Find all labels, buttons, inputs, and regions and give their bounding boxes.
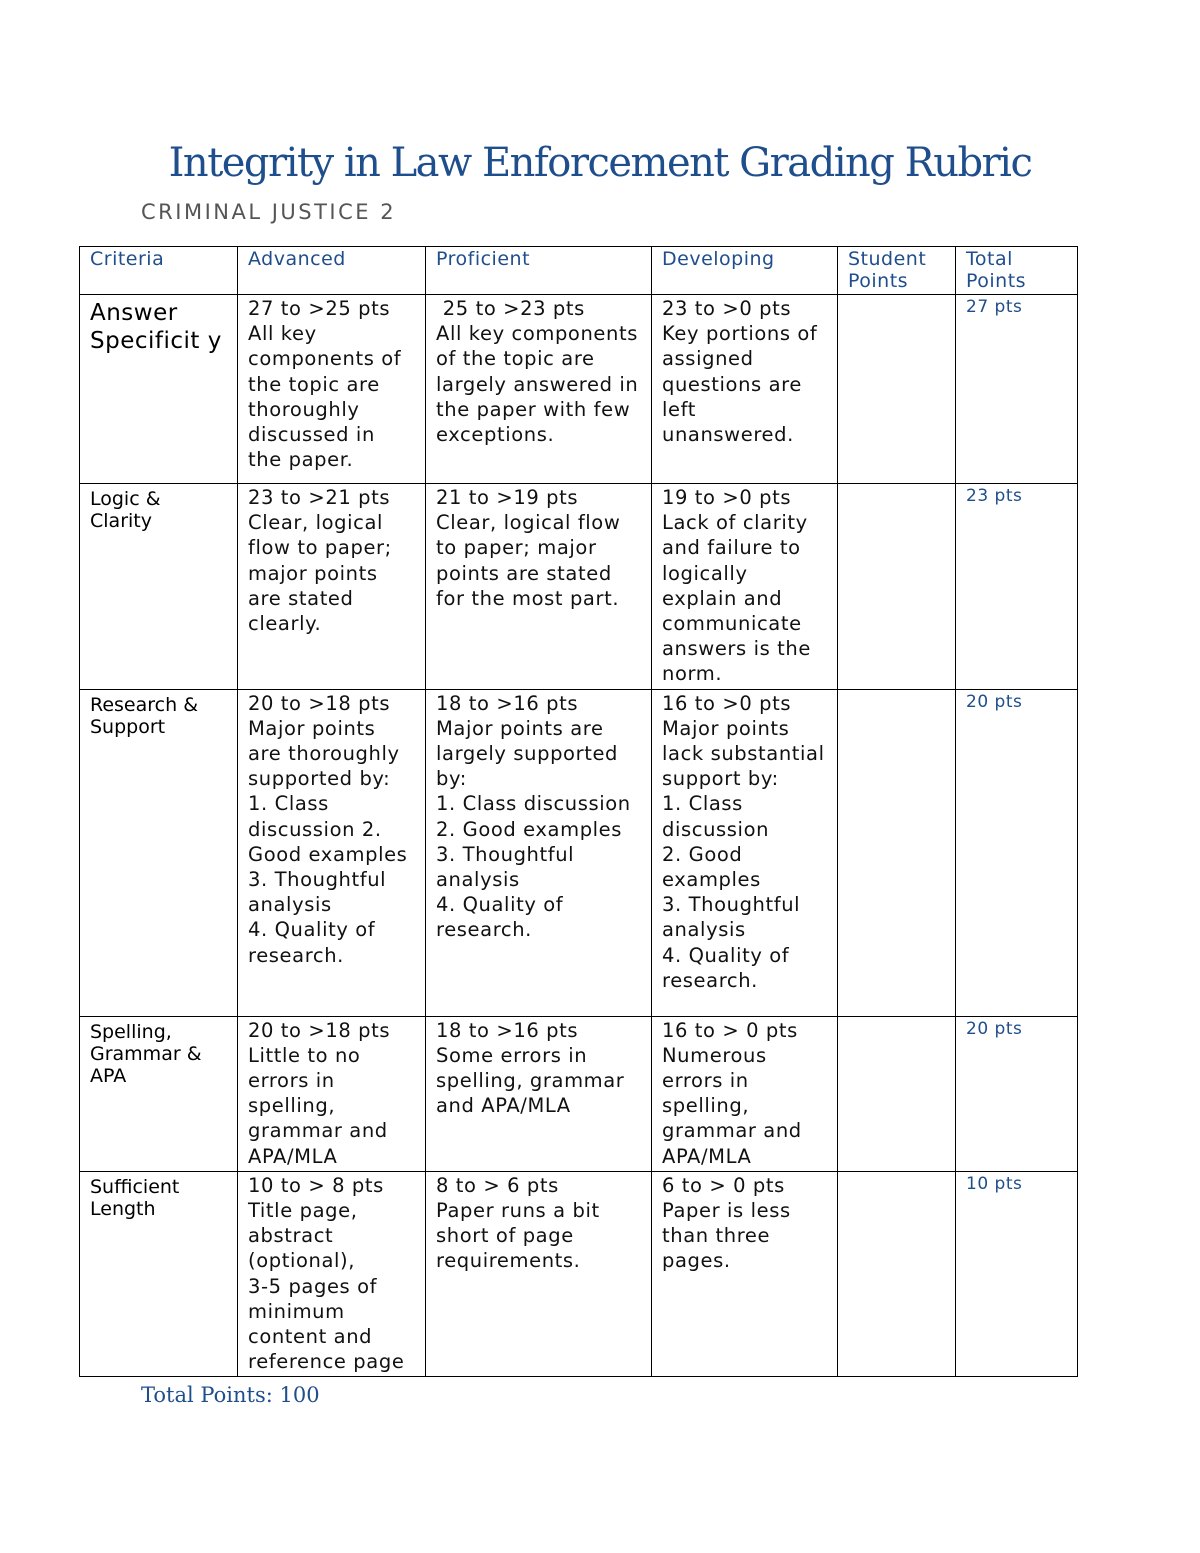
level-description: Lack of clarity and failure to logically explain and communicate answers is the norm. xyxy=(662,511,811,686)
level-description: Paper is less than three pages. xyxy=(662,1199,791,1273)
proficient-cell xyxy=(426,484,652,690)
points-range: 20 to >18 pts xyxy=(248,1018,391,1042)
table-row xyxy=(80,689,1078,1016)
total-points-cell: 20 pts xyxy=(956,1016,1078,1171)
level-description: Major points are largely supported by: 1. Class discussion 2. Good examples 3. Thoughtful analysis 4. Quality of research. xyxy=(436,716,631,942)
header-total-points: Total Points xyxy=(956,247,1078,295)
level-description: Paper runs a bit short of page requirements. xyxy=(436,1199,600,1273)
developing-cell xyxy=(652,484,838,690)
student-points-cell[interactable] xyxy=(838,1171,956,1377)
level-description: Clear, logical flow to paper; major points are stated for the most part. xyxy=(436,511,621,610)
points-range: 27 to >25 pts xyxy=(248,297,391,320)
document-title: Integrity in Law Enforcement Grading Rubric xyxy=(168,140,1032,186)
header-student-points: Student Points xyxy=(838,247,956,295)
criteria-cell: Research & Support xyxy=(80,689,238,1016)
level-description: Major points are thoroughly supported by: 1. Class discussion 2. Good examples 3. Thoughtful analysis 4. Quality of research. xyxy=(248,716,408,967)
level-description: All key components of the topic are thoroughly discussed in the paper. xyxy=(248,322,402,472)
developing-cell xyxy=(652,1016,838,1171)
header-row xyxy=(80,247,1078,295)
header-developing: Developing xyxy=(652,247,838,295)
level-description: Some errors in spelling, grammar and APA/MLA xyxy=(436,1043,625,1118)
points-range: 25 to >23 pts xyxy=(436,297,585,320)
level-description: Title page, abstract (optional), 3-5 pages of minimum content and reference page xyxy=(248,1199,405,1374)
table-row xyxy=(80,295,1078,484)
student-points-cell[interactable] xyxy=(838,295,956,484)
developing-cell xyxy=(652,1171,838,1377)
level-description: Little to no errors in spelling, grammar and APA/MLA xyxy=(248,1043,388,1168)
advanced-cell xyxy=(238,689,426,1016)
level-description: All key components of the topic are largely answered in the paper with few exceptions. xyxy=(436,322,639,447)
table-row xyxy=(80,1016,1078,1171)
total-points-cell: 27 pts xyxy=(956,295,1078,484)
developing-cell xyxy=(652,295,838,484)
level-description: Key portions of assigned questions are left unanswered. xyxy=(662,322,818,447)
student-points-cell[interactable] xyxy=(838,689,956,1016)
rubric-table xyxy=(79,246,1078,1377)
total-points-cell: 23 pts xyxy=(956,484,1078,690)
advanced-cell xyxy=(238,1016,426,1171)
points-range: 19 to >0 pts xyxy=(662,486,792,509)
advanced-cell xyxy=(238,295,426,484)
total-points-footer: Total Points: 100 xyxy=(141,1383,320,1407)
points-range: 16 to >0 pts xyxy=(662,691,792,715)
header-proficient: Proficient xyxy=(426,247,652,295)
developing-cell xyxy=(652,689,838,1016)
student-points-cell[interactable] xyxy=(838,484,956,690)
advanced-cell xyxy=(238,1171,426,1377)
student-points-cell[interactable] xyxy=(838,1016,956,1171)
points-range: 8 to > 6 pts xyxy=(436,1173,559,1197)
table-row xyxy=(80,1171,1078,1377)
proficient-cell xyxy=(426,1171,652,1377)
header-criteria: Criteria xyxy=(80,247,238,295)
points-range: 23 to >21 pts xyxy=(248,486,391,509)
proficient-cell xyxy=(426,295,652,484)
criteria-cell: Spelling, Grammar & APA xyxy=(80,1016,238,1171)
document-subtitle: CRIMINAL JUSTICE 2 xyxy=(141,200,397,224)
criteria-cell: Sufficient Length xyxy=(80,1171,238,1377)
points-range: 21 to >19 pts xyxy=(436,486,579,509)
advanced-cell xyxy=(238,484,426,690)
points-range: 20 to >18 pts xyxy=(248,691,391,715)
proficient-cell xyxy=(426,1016,652,1171)
points-range: 10 to > 8 pts xyxy=(248,1173,384,1197)
proficient-cell xyxy=(426,689,652,1016)
points-range: 18 to >16 pts xyxy=(436,691,579,715)
level-description: Numerous errors in spelling, grammar and APA/MLA xyxy=(662,1043,802,1168)
level-description: Clear, logical flow to paper; major points are stated clearly. xyxy=(248,511,392,636)
level-description: Major points lack substantial support by: 1. Class discussion 2. Good examples 3. Thoughtful analysis 4. Quality of research. xyxy=(662,716,825,992)
criteria-cell: Logic & Clarity xyxy=(80,484,238,690)
points-range: 23 to >0 pts xyxy=(662,297,792,320)
points-range: 16 to > 0 pts xyxy=(662,1018,798,1042)
total-points-cell: 20 pts xyxy=(956,689,1078,1016)
table-row xyxy=(80,484,1078,690)
points-range: 6 to > 0 pts xyxy=(662,1173,785,1197)
criteria-cell: Answer Specificit y xyxy=(80,295,238,484)
points-range: 18 to >16 pts xyxy=(436,1018,579,1042)
header-advanced: Advanced xyxy=(238,247,426,295)
total-points-cell: 10 pts xyxy=(956,1171,1078,1377)
